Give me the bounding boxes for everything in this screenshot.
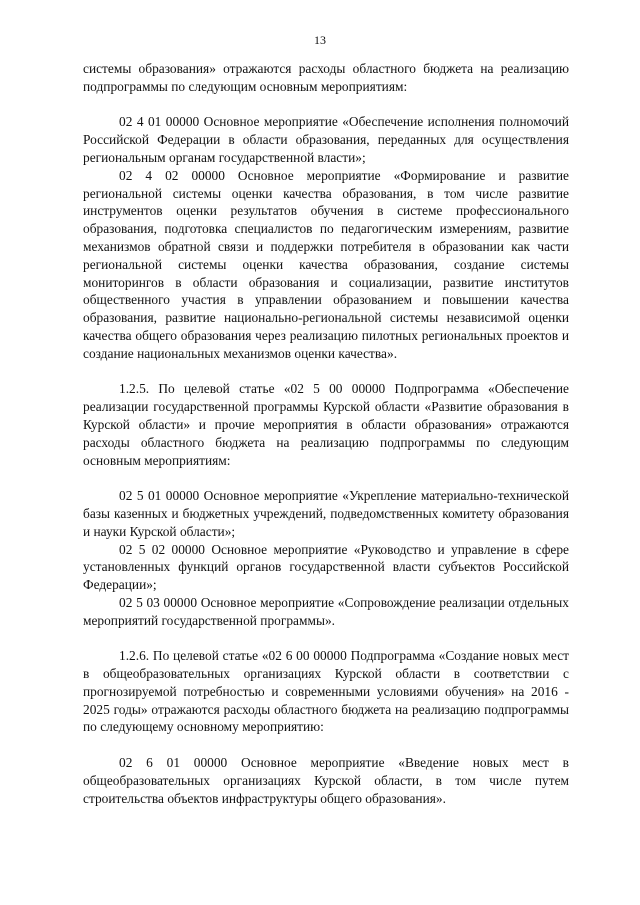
paragraph-section-1-2-5: 1.2.5. По целевой статье «02 5 00 00000 Подпрограмма «Обеспечение реализации государственной программы Курской области «Развитие образования в Курской области» и прочие мероприятия в области образования» отражаются расходы областного бюджета на реализацию подпрограммы по следующим основным мероприятиям:	[83, 381, 569, 468]
paragraph-measure-02-6-01: 02 6 01 00000 Основное мероприятие «Введение новых мест в общеобразовательных организациях Курской области, в том числе путем строительства объектов инфраструктуры общего образования».	[83, 755, 569, 806]
paragraph-measure-02-5-03: 02 5 03 00000 Основное мероприятие «Сопровождение реализации отдельных мероприятий государственной программы».	[83, 594, 569, 628]
paragraph-measure-02-4-01: 02 4 01 00000 Основное мероприятие «Обеспечение исполнения полномочий Российской Федерации в области образования, переданных для осуществления региональным органам государственной власти»;	[83, 114, 569, 165]
paragraph-measure-02-5-01: 02 5 01 00000 Основное мероприятие «Укрепление материально-технической базы казенных и бюджетных учреждений, подведомственных комитету образования и науки Курской области»;	[83, 488, 569, 539]
page-number: 13	[314, 33, 326, 47]
document-body	[83, 60, 569, 807]
paragraph-measure-02-5-02: 02 5 02 00000 Основное мероприятие «Руководство и управление в сфере установленных функций органов государственной власти субъектов Российской Федерации»;	[83, 541, 569, 593]
paragraph-subprogram-4-intro: системы образования» отражаются расходы областного бюджета на реализацию подпрограммы по следующим основным мероприятиям:	[83, 61, 569, 94]
paragraph-measure-02-4-02: 02 4 02 00000 Основное мероприятие «Формирование и развитие региональной системы оценки качества образования, в том числе развитие инструментов оценки результатов обучения в системе профессионального образования, подготовка специалистов по педагогическим измерениям, развитие механизмов обратной связи и поддержки потребителя в образовании как части региональной системы оценки качества образования, создание системы мониторингов в области образования и социализации, развитие институтов общественного участия в управлении образованием и повышении качества образования, развитие национально-региональной системы независимой оценки качества общего образования через реализацию пилотных региональных проектов и создание национальных механизмов оценки качества».	[83, 167, 569, 361]
paragraph-section-1-2-6: 1.2.6. По целевой статье «02 6 00 00000 Подпрограмма «Создание новых мест в общеобразовательных организациях Курской области в соответствии с прогнозируемой потребностью и современными условиями обучения» на 2016 - 2025 годы» отражаются расходы областного бюджета на реализацию подпрограммы по следующему основному мероприятию:	[83, 648, 569, 735]
